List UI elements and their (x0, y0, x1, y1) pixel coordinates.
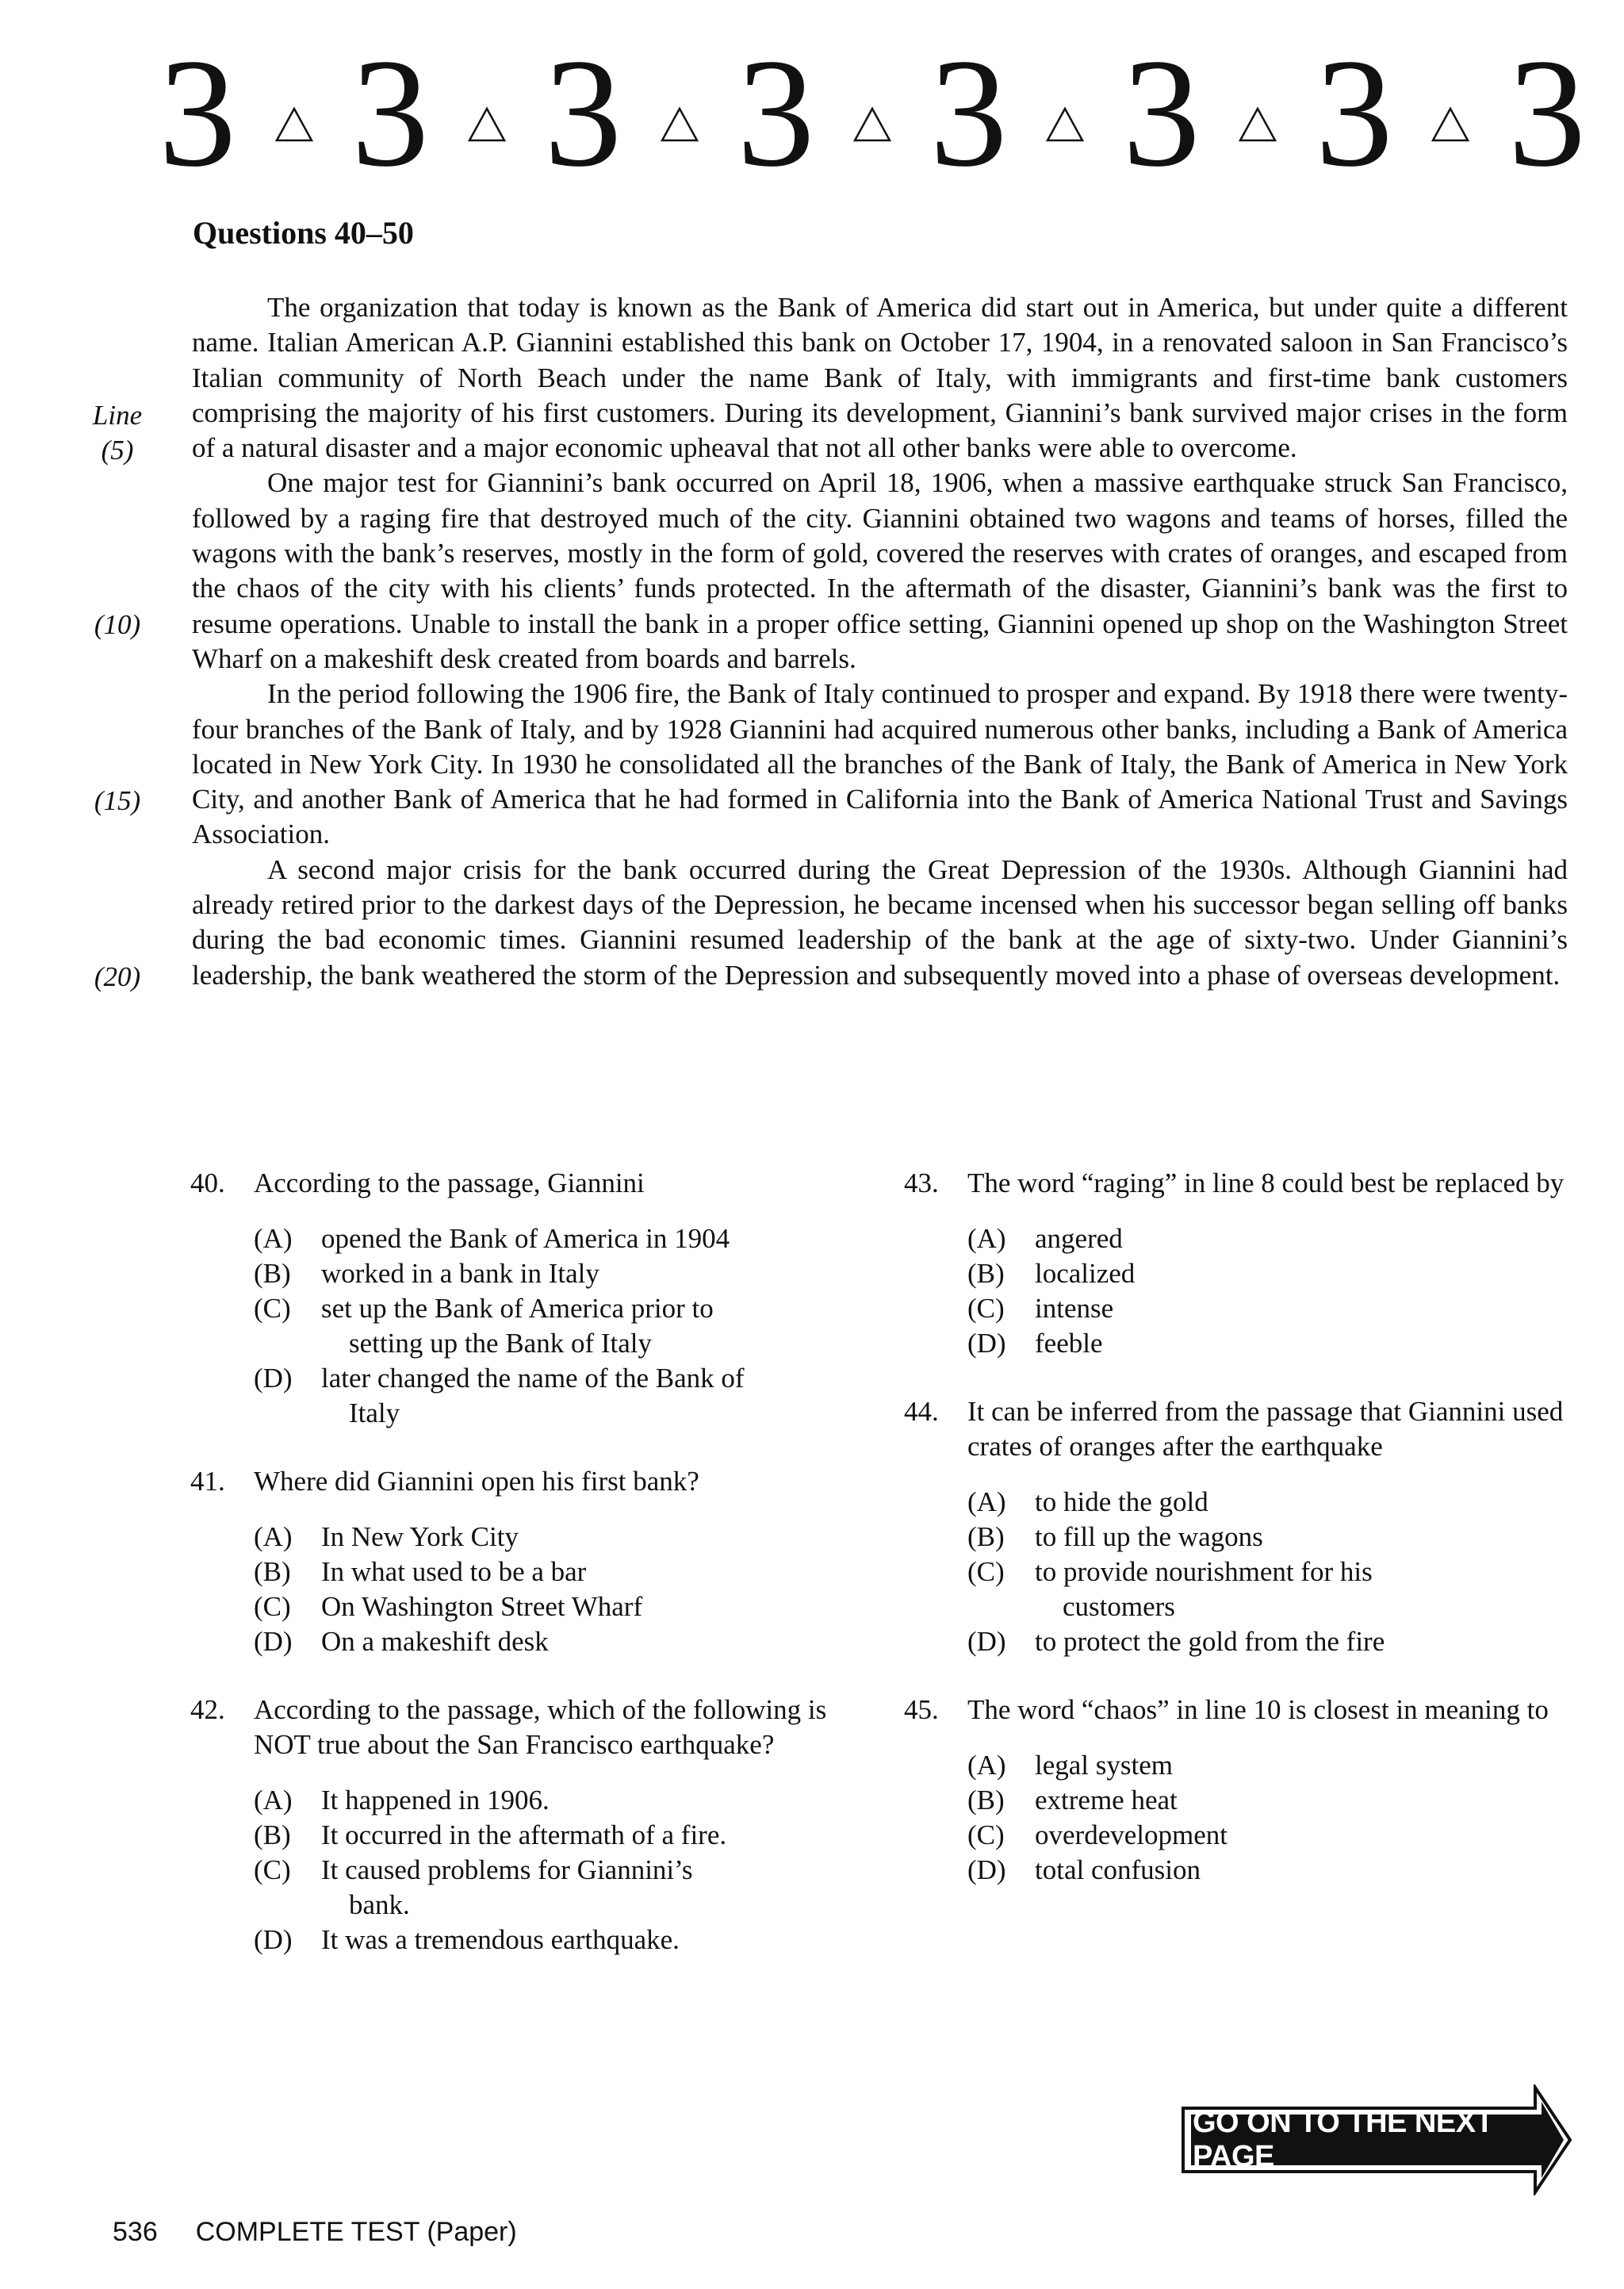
answer-option-d[interactable] (254, 1923, 848, 1957)
triangle-outline-icon (660, 106, 699, 143)
triangle-outline-icon (1238, 106, 1277, 143)
option-text: It was a tremendous earthquake. (321, 1924, 680, 1955)
section-title: Questions 40–50 (193, 215, 414, 251)
footer-label: COMPLETE TEST (Paper) (195, 2217, 517, 2247)
reading-passage (192, 290, 1568, 993)
answer-option-a[interactable] (967, 1748, 1570, 1783)
answer-option-a[interactable] (967, 1485, 1570, 1520)
answer-option-a[interactable] (254, 1520, 848, 1555)
answer-option-c[interactable] (254, 1853, 848, 1923)
answer-option-b[interactable] (254, 1818, 848, 1853)
option-text: opened the Bank of America in 1904 (321, 1223, 730, 1254)
option-letter: (A) (254, 1521, 293, 1552)
answer-option-b[interactable] (254, 1555, 848, 1589)
section-number: 3 (1507, 27, 1586, 199)
option-text: On a makeshift desk (321, 1626, 549, 1657)
triangle-outline-icon (274, 106, 314, 143)
questions-right-column (904, 1166, 1570, 1921)
questions-left-column (190, 1166, 848, 1991)
section-number: 3 (159, 27, 236, 199)
question-45 (904, 1693, 1570, 1888)
option-text: worked in a bank in Italy (321, 1258, 599, 1289)
option-text: overdevelopment (1035, 1819, 1228, 1850)
section-number: 3 (1315, 27, 1393, 199)
question-stem: Where did Giannini open his first bank? (254, 1466, 699, 1497)
question-41 (190, 1464, 848, 1659)
option-letter: (C) (967, 1819, 1005, 1850)
question-stem: It can be inferred from the passage that Giannini used crates of oranges after the earthquake (967, 1396, 1564, 1462)
line-marker-label: Line (92, 400, 143, 431)
option-letter: (C) (967, 1293, 1005, 1324)
option-letter: (D) (254, 1626, 293, 1657)
triangle-outline-icon (467, 106, 507, 143)
answer-option-a[interactable] (967, 1221, 1570, 1256)
option-letter: (A) (967, 1486, 1006, 1517)
question-number: 44. (904, 1396, 939, 1427)
section-number: 3 (544, 27, 622, 199)
option-text: angered (1035, 1223, 1123, 1254)
option-letter: (B) (967, 1258, 1005, 1289)
question-44 (904, 1394, 1570, 1659)
option-letter: (D) (967, 1854, 1006, 1885)
passage-paragraph-4: A second major crisis for the bank occurred during the Great Depression of the 1930s. Although Giannini had already retired prior to the darkest days of the Depression, he became incensed when his successor began selling off banks during the bad economic times. Giannini resumed leadership of the bank at the age of sixty-two. Under Giannini’s leadership, the bank weathered the storm of the Depression and subsequently moved into a phase of overseas development. (192, 853, 1568, 991)
option-text-continued: bank. (349, 1889, 410, 1920)
line-marker-10: (10) (94, 609, 141, 640)
section-number: 3 (351, 27, 430, 199)
option-text: later changed the name of the Bank of (321, 1363, 745, 1394)
option-letter: (C) (254, 1293, 291, 1324)
option-letter: (D) (967, 1626, 1006, 1657)
section-header-band (159, 27, 1586, 199)
answer-option-d[interactable] (967, 1624, 1570, 1659)
question-number: 45. (904, 1694, 939, 1725)
question-number: 41. (190, 1466, 225, 1497)
option-letter: (A) (967, 1223, 1006, 1254)
passage-paragraph-2: One major test for Giannini’s bank occurred on April 18, 1906, when a massive earthquake struck San Francisco, followed by a raging fire that destroyed much of the city. Giannini obtained two wagons and teams of horses, filled the wagons with the bank’s reserves, mostly in the form of gold, covered the reserves with crates of oranges, and escaped from the chaos of the city with his clients’ funds protected. In the aftermath of the disaster, Giannini’s bank was the first to resume operations. Unable to install the bank in a proper office setting, Giannini opened up shop on the Washington Street Wharf on a makeshift desk created from boards and barrels. (192, 467, 1568, 674)
section-number: 3 (737, 27, 815, 199)
triangle-outline-icon (852, 106, 892, 143)
answer-option-d[interactable] (967, 1853, 1570, 1888)
answer-option-b[interactable] (967, 1783, 1570, 1818)
question-stem: The word “chaos” in line 10 is closest in meaning to (967, 1694, 1549, 1725)
option-letter: (B) (254, 1556, 291, 1587)
triangle-outline-icon (1431, 106, 1470, 143)
answer-option-c[interactable] (254, 1589, 848, 1624)
answer-option-c[interactable] (967, 1818, 1570, 1853)
question-stem: According to the passage, Giannini (254, 1168, 645, 1198)
answer-option-c[interactable] (254, 1291, 848, 1361)
option-text: In what used to be a bar (321, 1556, 587, 1587)
option-letter: (C) (254, 1591, 291, 1622)
question-number: 40. (190, 1168, 225, 1198)
option-text: set up the Bank of America prior to (321, 1293, 714, 1324)
option-letter: (A) (967, 1750, 1006, 1781)
question-40 (190, 1166, 848, 1431)
option-letter: (D) (254, 1924, 293, 1955)
line-marker-15: (15) (94, 785, 141, 816)
option-text: total confusion (1035, 1854, 1201, 1885)
option-text-continued: Italy (349, 1398, 400, 1428)
answer-option-b[interactable] (967, 1520, 1570, 1555)
option-text: In New York City (321, 1521, 519, 1552)
go-on-label: GO ON TO THE NEXT PAGE (1193, 2106, 1494, 2173)
option-letter: (A) (254, 1223, 293, 1254)
option-text: to hide the gold (1035, 1486, 1208, 1517)
answer-option-d[interactable] (254, 1624, 848, 1659)
option-letter: (B) (967, 1785, 1005, 1815)
question-stem: According to the passage, which of the following is NOT true about the San Francisco earthquake? (254, 1694, 827, 1760)
page-footer (113, 2217, 517, 2248)
answer-option-d[interactable] (254, 1361, 848, 1431)
option-text: to provide nourishment for his (1035, 1556, 1373, 1587)
option-text: to fill up the wagons (1035, 1521, 1263, 1552)
option-text: It caused problems for Giannini’s (321, 1854, 693, 1885)
answer-option-c[interactable] (967, 1291, 1570, 1326)
passage-paragraph-3: In the period following the 1906 fire, the Bank of Italy continued to prosper and expand. By 1918 there were twenty-four branches of the Bank of Italy, and by 1928 Giannini had acquired numerous other banks, including a Bank of America located in New York City. In 1930 he consolidated all the branches of the Bank of Italy, the Bank of America in New York City, and another Bank of America that he had formed in California into the Bank of America National Trust and Savings Association. (192, 678, 1568, 850)
triangle-outline-icon (1045, 106, 1085, 143)
question-43 (904, 1166, 1570, 1361)
question-number: 42. (190, 1694, 225, 1725)
option-text: legal system (1035, 1750, 1173, 1781)
option-letter: (B) (254, 1819, 291, 1850)
option-text: feeble (1035, 1328, 1103, 1359)
option-text: to protect the gold from the fire (1035, 1626, 1385, 1657)
line-marker-20: (20) (94, 961, 141, 992)
go-on-next-page-button[interactable] (1180, 2084, 1572, 2195)
answer-option-a[interactable] (254, 1221, 848, 1256)
passage-paragraph-1: The organization that today is known as the Bank of America did start out in America, but under quite a different name. Italian American A.P. Giannini established this bank on October 17, 1904, in a renovated saloon in San Francisco’s Italian community of North Beach under the name Bank of Italy, with immigrants and first-time bank customers comprising the majority of his first customers. During its development, Giannini’s bank survived major crises in the form of a natural disaster and a major economic upheaval that not all other banks were able to overcome. (192, 292, 1568, 464)
answer-option-b[interactable] (254, 1256, 848, 1291)
option-text: It happened in 1906. (321, 1785, 550, 1815)
option-text-continued: customers (1063, 1591, 1175, 1622)
section-number: 3 (1122, 27, 1201, 199)
question-number: 43. (904, 1168, 939, 1198)
option-letter: (C) (254, 1854, 291, 1885)
option-text: extreme heat (1035, 1785, 1178, 1815)
question-42 (190, 1693, 848, 1957)
option-text: It occurred in the aftermath of a fire. (321, 1819, 727, 1850)
option-letter: (D) (967, 1328, 1006, 1359)
answer-option-b[interactable] (967, 1256, 1570, 1291)
line-marker-5: (5) (101, 435, 134, 466)
section-number: 3 (929, 27, 1008, 199)
option-text: On Washington Street Wharf (321, 1591, 643, 1622)
option-letter: (B) (967, 1521, 1005, 1552)
option-text-continued: setting up the Bank of Italy (349, 1328, 653, 1359)
option-letter: (A) (254, 1785, 293, 1815)
option-letter: (C) (967, 1556, 1005, 1587)
question-stem: The word “raging” in line 8 could best be replaced by (967, 1168, 1565, 1198)
option-text: localized (1035, 1258, 1136, 1289)
page-number: 536 (113, 2217, 158, 2247)
answer-option-d[interactable] (967, 1326, 1570, 1361)
answer-option-a[interactable] (254, 1783, 848, 1818)
option-letter: (D) (254, 1363, 293, 1394)
option-text: intense (1035, 1293, 1114, 1324)
option-letter: (B) (254, 1258, 291, 1289)
answer-option-c[interactable] (967, 1555, 1570, 1624)
